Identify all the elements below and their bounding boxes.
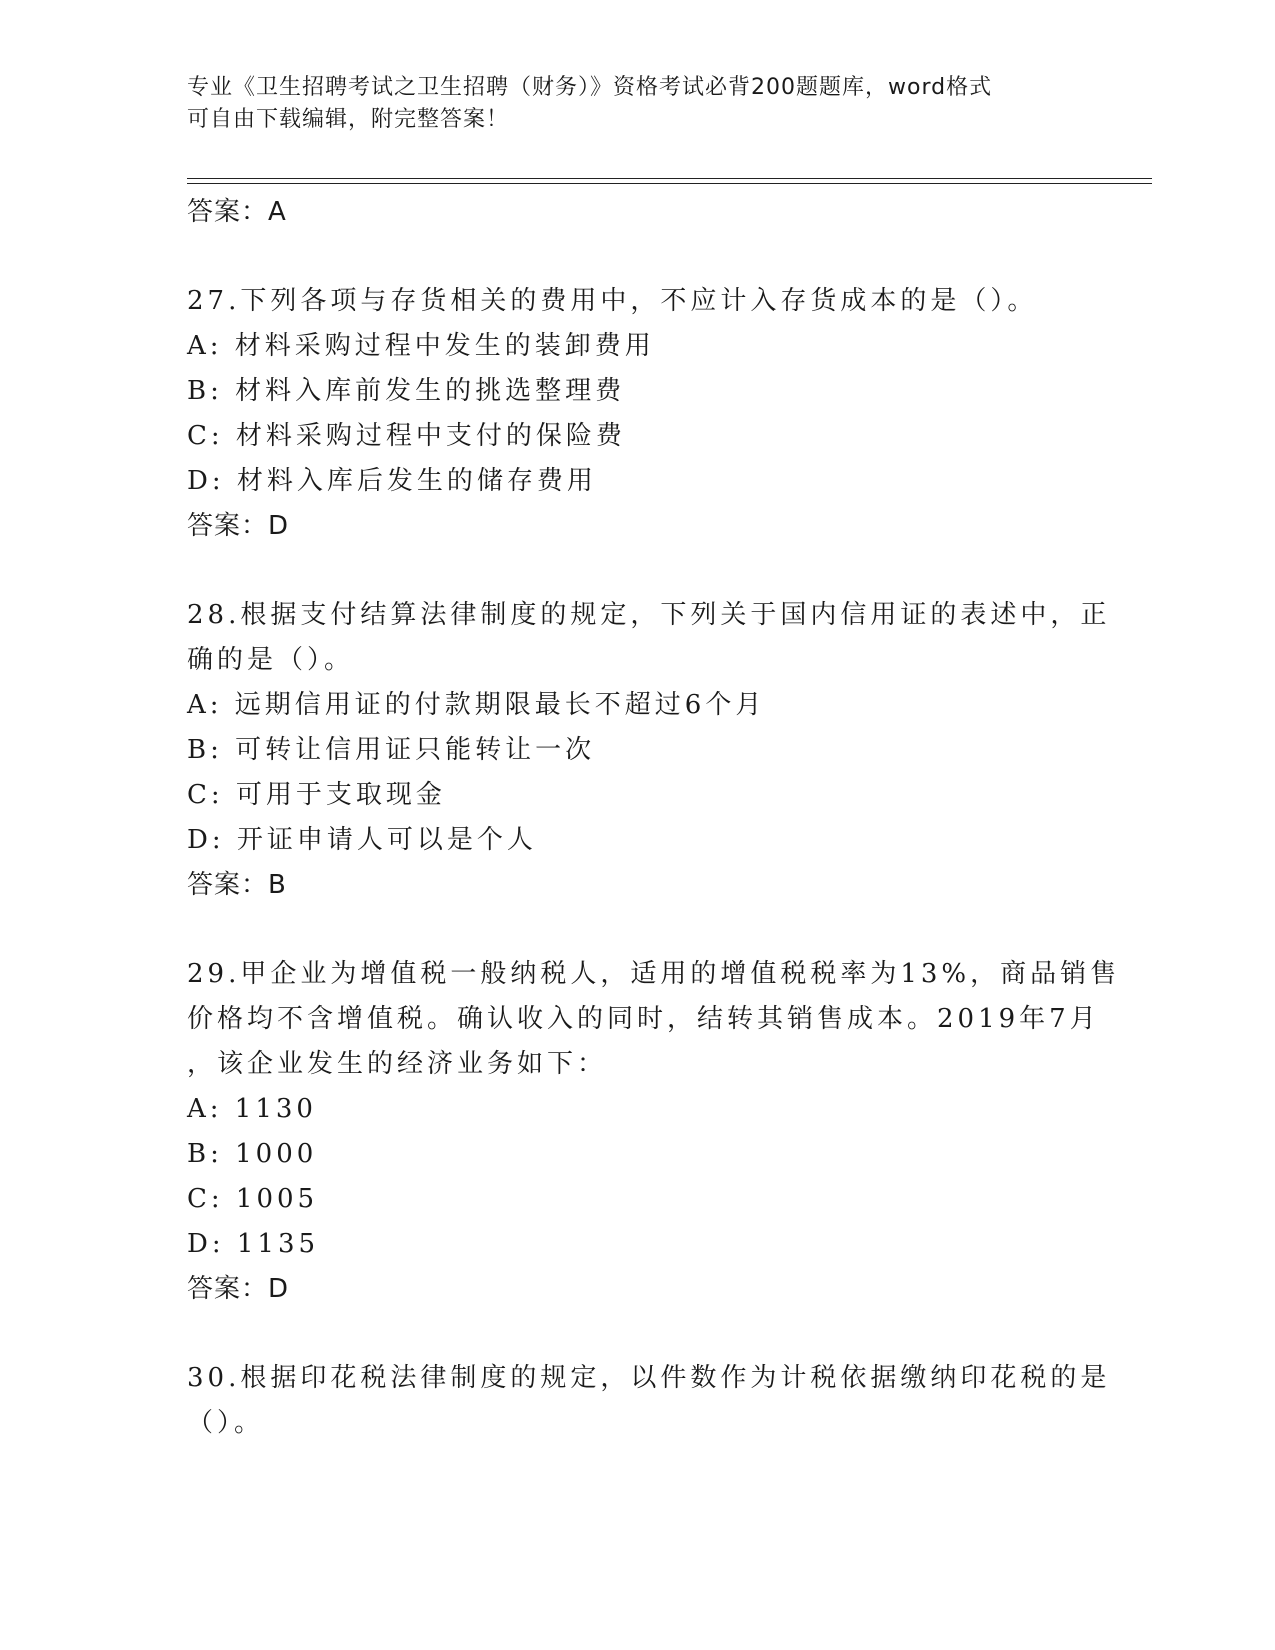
question-stem-line: 27.下列各项与存货相关的费用中，不应计入存货成本的是（）。: [187, 286, 1038, 316]
option-d: D: 材料入库后发生的储存费用: [187, 466, 597, 496]
question-stem-line: 30.根据印花税法律制度的规定，以件数作为计税依据缴纳印花税的是: [187, 1363, 1111, 1393]
header-rule-bottom: [187, 183, 1152, 184]
question-stem-line: ，该企业发生的经济业务如下：: [187, 1049, 608, 1079]
question-29: [187, 952, 1121, 1312]
spacer: [187, 1312, 1087, 1356]
question-stem-line: 28.根据支付结算法律制度的规定，下列关于国内信用证的表述中，正: [187, 600, 1111, 630]
header-line-1: 专业《卫生招聘考试之卫生招聘（财务）》资格考试必背200题题库，word格式: [187, 75, 993, 100]
option-c: C: 材料采购过程中支付的保险费: [187, 421, 626, 451]
question-stem-line: 价格均不含增值税。确认收入的同时，结转其销售成本。2019年7月: [187, 1004, 1100, 1034]
option-a: A: 远期信用证的付款期限最长不超过6个月: [187, 690, 766, 720]
question-30: [187, 1356, 1111, 1446]
option-b: B: 1000: [187, 1139, 318, 1169]
option-a: A: 1130: [187, 1094, 317, 1124]
question-list: [187, 190, 1121, 1446]
question-27: [187, 279, 1087, 549]
answer-label: 答案：D: [187, 1274, 290, 1304]
header-rule-top: [187, 178, 1152, 179]
question-stem-line: （）。: [187, 1408, 265, 1438]
answer-label: 答案：D: [187, 511, 290, 541]
spacer: [187, 235, 1087, 279]
question-stem-line: 29.甲企业为增值税一般纳税人，适用的增值税税率为13%，商品销售: [187, 959, 1121, 989]
option-c: C: 可用于支取现金: [187, 780, 446, 810]
previous-answer: 答案：A: [187, 197, 287, 227]
question-stem-line: 确的是（）。: [187, 645, 355, 675]
option-b: B: 材料入库前发生的挑选整理费: [187, 376, 626, 406]
option-b: B: 可转让信用证只能转让一次: [187, 735, 596, 765]
option-c: C: 1005: [187, 1184, 319, 1214]
option-a: A: 材料采购过程中发生的装卸费用: [187, 331, 655, 361]
option-d: D: 1135: [187, 1229, 320, 1259]
document-header: [187, 72, 1067, 136]
answer-label: 答案：B: [187, 870, 287, 900]
spacer: [187, 549, 1087, 593]
header-line-2: 可自由下载编辑，附完整答案！: [187, 107, 510, 132]
question-28: [187, 593, 1111, 908]
spacer: [187, 908, 1087, 952]
option-d: D: 开证申请人可以是个人: [187, 825, 537, 855]
